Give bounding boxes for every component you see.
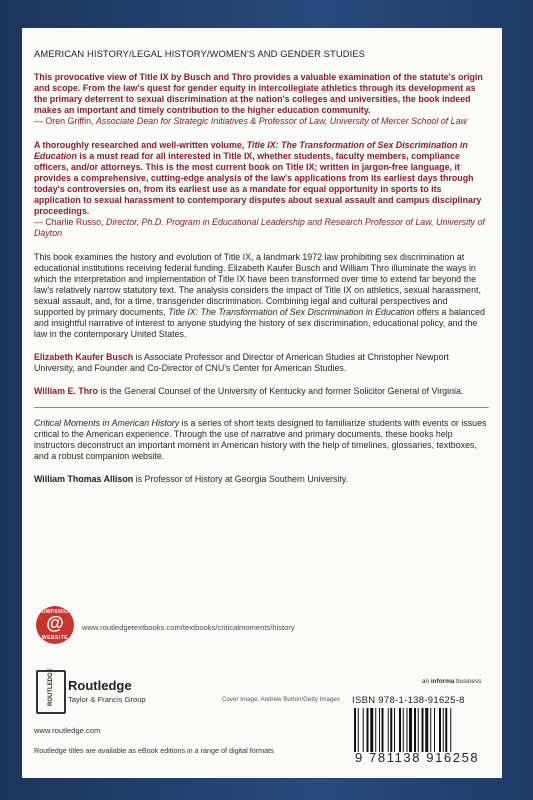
routledge-logo-text: ROUTLEDGE bbox=[48, 668, 54, 706]
barcode-bar bbox=[445, 708, 447, 752]
praise-role-2: Director, Ph.D. Program in Educational Leadership and Research Professor of Law, University of Dayton bbox=[34, 217, 485, 238]
barcode-number: 9 781138 916258 bbox=[355, 750, 480, 765]
barcode-bar bbox=[375, 708, 376, 752]
companion-url[interactable]: www.routledgetextbooks.com/textbooks/criticalmoments/history bbox=[82, 623, 295, 632]
barcode-bar bbox=[363, 708, 364, 752]
cover-credit: Cover Image: Andrew Burton/Getty Images bbox=[222, 696, 340, 703]
back-cover-panel bbox=[22, 28, 502, 778]
ebook-note: Routledge titles are available as eBook editions in a range of digital formats bbox=[34, 746, 274, 755]
description-part-b: offers a balanced and insightful narrative of interest to anyone studying the history of sex discrimination, educational policy, and the law in the contemporary United States. bbox=[34, 307, 485, 339]
description-part-a: This book examines the history and evolution of Title IX, a landmark 1972 law prohibiting sex discrimination at educational institutions receiving federal funding. Elizabeth Kaufer Busch and William Thro illuminate the ways in which the interpretation and implementation of Title IX have been transformed over time to extend far beyond the law's relatively narrow statutory text. The analysis considers the impact of Title IX on athletics, sexual harassment, sexual assault, and, for a time, transgender discrimination. Combining legal and cultural perspectives and supported by primary documents, bbox=[34, 252, 481, 317]
praise-2-part-b: is a must read for all interested in Title IX, whether students, faculty members, compliance officers, and/or attorneys. This is the most current book on Title IX; written in jargon-free language, it provides a comprehensive, cutting-edge analysis of the law's applications from its earliest days through today's controversies on, from its earliest use as a mandate for equal opportunity in sports to its application to sexual harassment to contemporary disputes about sexual assault and campus disciplinary proceedings. bbox=[34, 151, 482, 216]
author-name-2: William E. Thro bbox=[34, 386, 99, 396]
companion-website-badge-icon bbox=[36, 606, 74, 644]
barcode-bar bbox=[414, 708, 416, 752]
praise-2-book-title: Title IX: The Transformation of Sex Discrimination in Education bbox=[34, 140, 468, 161]
informa-prefix: an bbox=[422, 678, 430, 685]
barcode-bar bbox=[354, 708, 356, 752]
barcode-bar bbox=[367, 708, 369, 752]
description-book-title: Title IX: The Transformation of Sex Discrimination in Education bbox=[168, 307, 415, 317]
praise-author-1: — Oren Griffin, bbox=[34, 116, 94, 126]
series-editor bbox=[34, 474, 489, 485]
barcode-bar bbox=[443, 708, 444, 752]
praise-quote-2 bbox=[34, 140, 489, 217]
series-title: Critical Moments in American History bbox=[34, 418, 180, 428]
author-bio-text-2: is the General Counsel of the University of Kentucky and former Solicitor General of Virginia. bbox=[100, 386, 464, 396]
editor-name: William Thomas Allison bbox=[34, 474, 134, 484]
series-text: is a series of short texts designed to familiarize students with events or issues critical to the American experience. Through the use of narrative and primary documents, these books help instructors deconstruct an important moment in American history with the help of timelines, glossaries, textboxes, and a robust companion website. bbox=[34, 418, 487, 461]
barcode-bar bbox=[407, 708, 408, 752]
barcode-bar bbox=[382, 708, 384, 752]
barcode-bar bbox=[388, 708, 389, 752]
editor-bio: is Professor of History at Georgia Southern University. bbox=[135, 474, 349, 484]
publisher-group: Taylor & Francis Group bbox=[68, 695, 146, 704]
barcode-bar bbox=[399, 708, 401, 752]
barcode-bar bbox=[422, 708, 424, 752]
author-bio-2 bbox=[34, 386, 489, 397]
barcode-bar bbox=[434, 708, 435, 752]
barcode-bar bbox=[390, 708, 392, 752]
praise-attribution-2 bbox=[34, 217, 489, 239]
praise-quote-1: This provocative view of Title IX by Busch and Thro provides a valuable examination of the statute's origin and scope. From the law's quest for gender equity in intercollegiate athletics through its development as the primary deterrent to sexual discrimination at the nation's colleges and universities, the book indeed makes an important and timely contribution to the higher education community. bbox=[34, 72, 483, 115]
back-cover-text bbox=[34, 48, 489, 497]
badge-bottom-text: WEBSITE bbox=[41, 635, 69, 641]
barcode-bar bbox=[450, 708, 451, 752]
publisher-url[interactable]: www.routledge.com bbox=[34, 726, 101, 735]
author-bio-text-1: is Associate Professor and Director of American Studies at Christopher Newport University, and Founder and Co-Director of CNU's Center for American Studies. bbox=[34, 352, 449, 373]
isbn: ISBN 978-1-138-91625-8 bbox=[352, 695, 465, 706]
praise-author-2: — Charlie Russo, bbox=[34, 217, 104, 227]
author-bio-1 bbox=[34, 352, 489, 374]
barcode-bar bbox=[379, 708, 380, 752]
informa-line bbox=[422, 678, 481, 685]
badge-top-text: COMPANION bbox=[37, 609, 73, 615]
section-divider bbox=[34, 407, 489, 408]
barcode-bar bbox=[394, 708, 395, 752]
category-line: AMERICAN HISTORY/LEGAL HISTORY/WOMEN'S AND GENDER STUDIES bbox=[34, 48, 365, 59]
badge-at-glyph: @ bbox=[46, 613, 64, 633]
barcode-bar bbox=[403, 708, 404, 752]
informa-brand: informa bbox=[430, 678, 455, 685]
barcode-bar bbox=[418, 708, 419, 752]
praise-attribution-1 bbox=[34, 116, 489, 127]
publisher-name: Routledge bbox=[68, 678, 132, 693]
author-name-1: Elizabeth Kaufer Busch bbox=[34, 352, 134, 362]
barcode-bar bbox=[430, 708, 431, 752]
barcode bbox=[352, 708, 492, 752]
praise-2-part-a: A thoroughly researched and well-written volume, bbox=[34, 140, 245, 150]
barcode-bar bbox=[358, 708, 359, 752]
informa-suffix: business bbox=[456, 678, 482, 685]
barcode-bar bbox=[439, 708, 441, 752]
series-description bbox=[34, 418, 489, 462]
routledge-logo-icon bbox=[36, 670, 66, 714]
barcode-bar bbox=[409, 708, 412, 752]
praise-role-1: Associate Dean for Strategic Initiatives & Professor of Law, University of Mercer School of Law bbox=[95, 116, 467, 126]
barcode-bar bbox=[370, 708, 373, 752]
barcode-bar bbox=[425, 708, 428, 752]
book-description bbox=[34, 252, 489, 340]
